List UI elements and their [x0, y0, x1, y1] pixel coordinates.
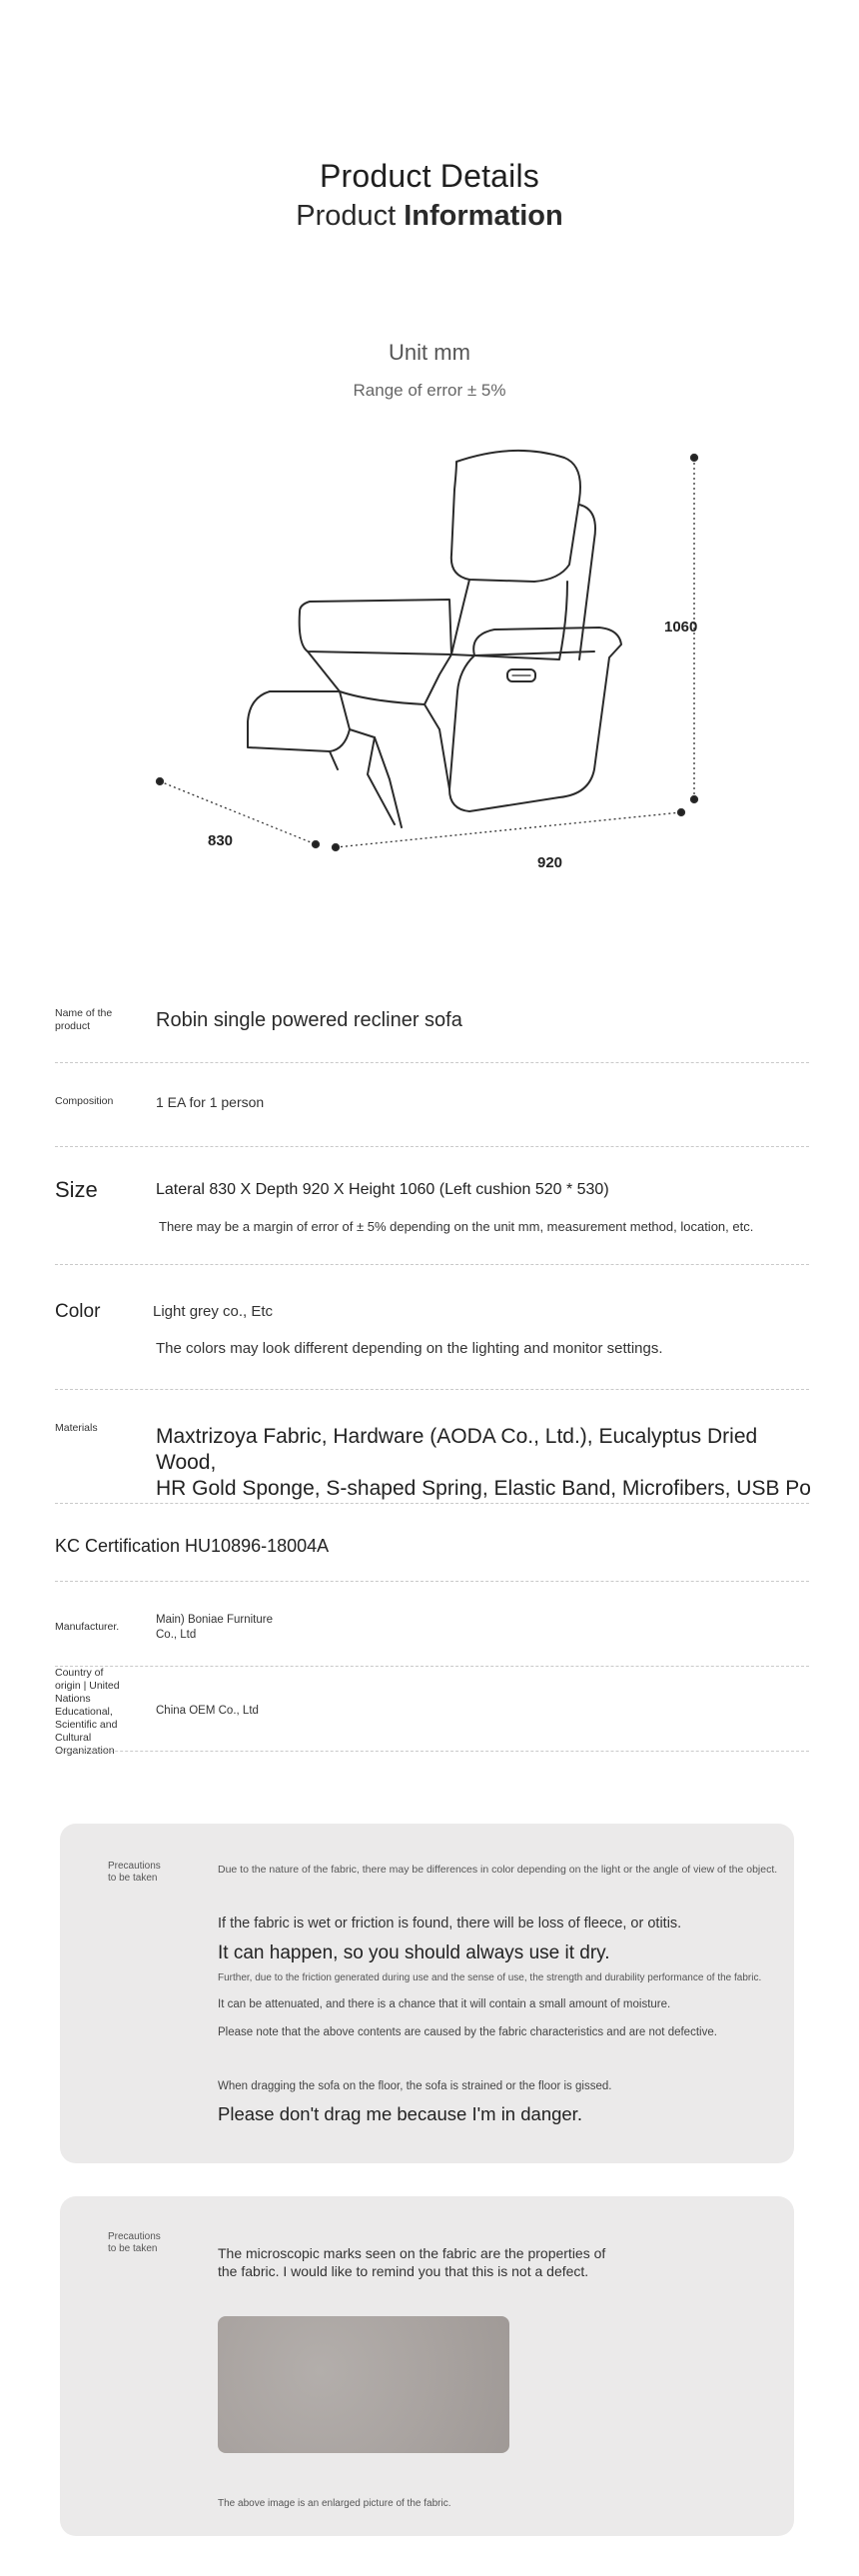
- materials-value: [156, 1424, 815, 1502]
- side-panel-back: [579, 505, 595, 659]
- origin-label-line: Country of: [55, 1667, 104, 1679]
- fabric-label-line-1: Precautions: [108, 2231, 161, 2242]
- divider: [55, 1264, 809, 1265]
- precaution-text-7: When dragging the sofa on the floor, the sofa is strained or the floor is gissed.: [218, 2080, 612, 2092]
- recliner-dimension-diagram: [140, 430, 739, 909]
- precaution-text-1: Due to the nature of the fabric, there may be differences in color depending on the light or the angle of view of the object.: [218, 1864, 778, 1876]
- manufacturer-label: Manufacturer.: [55, 1621, 120, 1633]
- footrest-support: [330, 729, 402, 827]
- color-value: Light grey co., Etc: [153, 1303, 274, 1320]
- manufacturer-line-1: Main) Boniae Furniture: [156, 1614, 273, 1626]
- materials-line-1: Maxtrizoya Fabric, Hardware (AODA Co., Ltd.), Eucalyptus Dried Wood,: [156, 1425, 758, 1474]
- product-name-value: Robin single powered recliner sofa: [156, 1009, 462, 1031]
- divider: [55, 1503, 809, 1504]
- fabric-note-line-2: the fabric. I would like to remind you that this is not a defect.: [218, 2263, 589, 2279]
- subtitle-regular: Product: [296, 200, 397, 232]
- manufacturer-value: [156, 1613, 286, 1643]
- country-of-origin-value: China OEM Co., Ltd: [156, 1705, 259, 1717]
- precaution-text-2: If the fabric is wet or friction is found, there will be loss of fleece, or otitis.: [218, 1916, 682, 1932]
- dimension-height-label: 1060: [664, 619, 698, 636]
- precaution-text-4: Further, due to the friction generated during use and the sense of use, the strength and durability performance of the fabric.: [218, 1972, 762, 1983]
- origin-label-line: Cultural: [55, 1732, 92, 1744]
- color-label: Color: [55, 1301, 101, 1322]
- materials-line-2: HR Gold Sponge, S-shaped Spring, Elastic Band, Microfibers, USB Po: [156, 1477, 811, 1500]
- headrest-outline: [451, 451, 580, 582]
- size-value: Lateral 830 X Depth 920 X Height 1060 (Left cushion 520 * 530): [156, 1181, 609, 1198]
- origin-label-line: origin | United: [55, 1680, 120, 1692]
- page-title: Product Details: [320, 158, 539, 194]
- fabric-image-caption: The above image is an enlarged picture of the fabric.: [218, 2498, 451, 2509]
- size-label: Size: [55, 1177, 98, 1202]
- precaution-text-6: Please note that the above contents are caused by the fabric characteristics and are not defective.: [218, 2026, 717, 2038]
- precautions-label: [108, 1861, 161, 1885]
- page-subtitle: [0, 200, 859, 233]
- backrest-outline: [451, 580, 567, 659]
- composition-value: 1 EA for 1 person: [156, 1094, 265, 1110]
- origin-label-line: Organization: [55, 1745, 115, 1757]
- country-of-origin-label: [55, 1667, 120, 1758]
- fabric-note-text: [218, 2244, 617, 2280]
- origin-label-line: Scientific and: [55, 1719, 118, 1731]
- footrest-outline: [248, 691, 350, 751]
- origin-label-line: Nations: [55, 1693, 91, 1705]
- error-range-label: Range of error ± 5%: [353, 381, 506, 400]
- divider: [55, 1581, 809, 1582]
- seat-outline: [308, 651, 451, 704]
- divider: [55, 1751, 809, 1752]
- manufacturer-line-2: Co., Ltd: [156, 1629, 197, 1641]
- left-arm-outline: [300, 600, 451, 654]
- materials-label: Materials: [55, 1422, 98, 1434]
- fabric-label-line-2: to be taken: [108, 2243, 158, 2254]
- product-name-label: Name of the product: [55, 1007, 113, 1032]
- precautions-label-line-2: to be taken: [108, 1873, 158, 1884]
- dimension-depth-label: 920: [537, 854, 563, 871]
- fabric-precautions-label: [108, 2231, 161, 2255]
- divider: [55, 1062, 809, 1063]
- dimension-width-label: 830: [208, 832, 234, 849]
- color-note: The colors may look different depending on the lighting and monitor settings.: [156, 1340, 663, 1357]
- divider: [55, 1146, 809, 1147]
- certification-text: KC Certification HU10896-18004A: [55, 1536, 330, 1556]
- precautions-label-line-1: Precautions: [108, 1861, 161, 1872]
- fabric-closeup-image: [218, 2316, 509, 2453]
- subtitle-bold: Information: [404, 200, 563, 232]
- unit-label: Unit mm: [389, 340, 470, 365]
- precaution-text-8: Please don't drag me because I'm in danger.: [218, 2103, 582, 2124]
- precaution-text-3: It can happen, so you should always use it dry.: [218, 1942, 610, 1963]
- fabric-note-line-1: The microscopic marks seen on the fabric are the properties of: [218, 2245, 606, 2261]
- divider: [55, 1389, 809, 1390]
- origin-label-line: Educational,: [55, 1706, 113, 1718]
- divider: [55, 1666, 809, 1667]
- composition-label: Composition: [55, 1095, 114, 1107]
- size-note: There may be a margin of error of ± 5% depending on the unit mm, measurement method, location, etc.: [159, 1219, 754, 1234]
- precaution-text-5: It can be attenuated, and there is a chance that it will contain a small amount of moisture.: [218, 1998, 671, 2010]
